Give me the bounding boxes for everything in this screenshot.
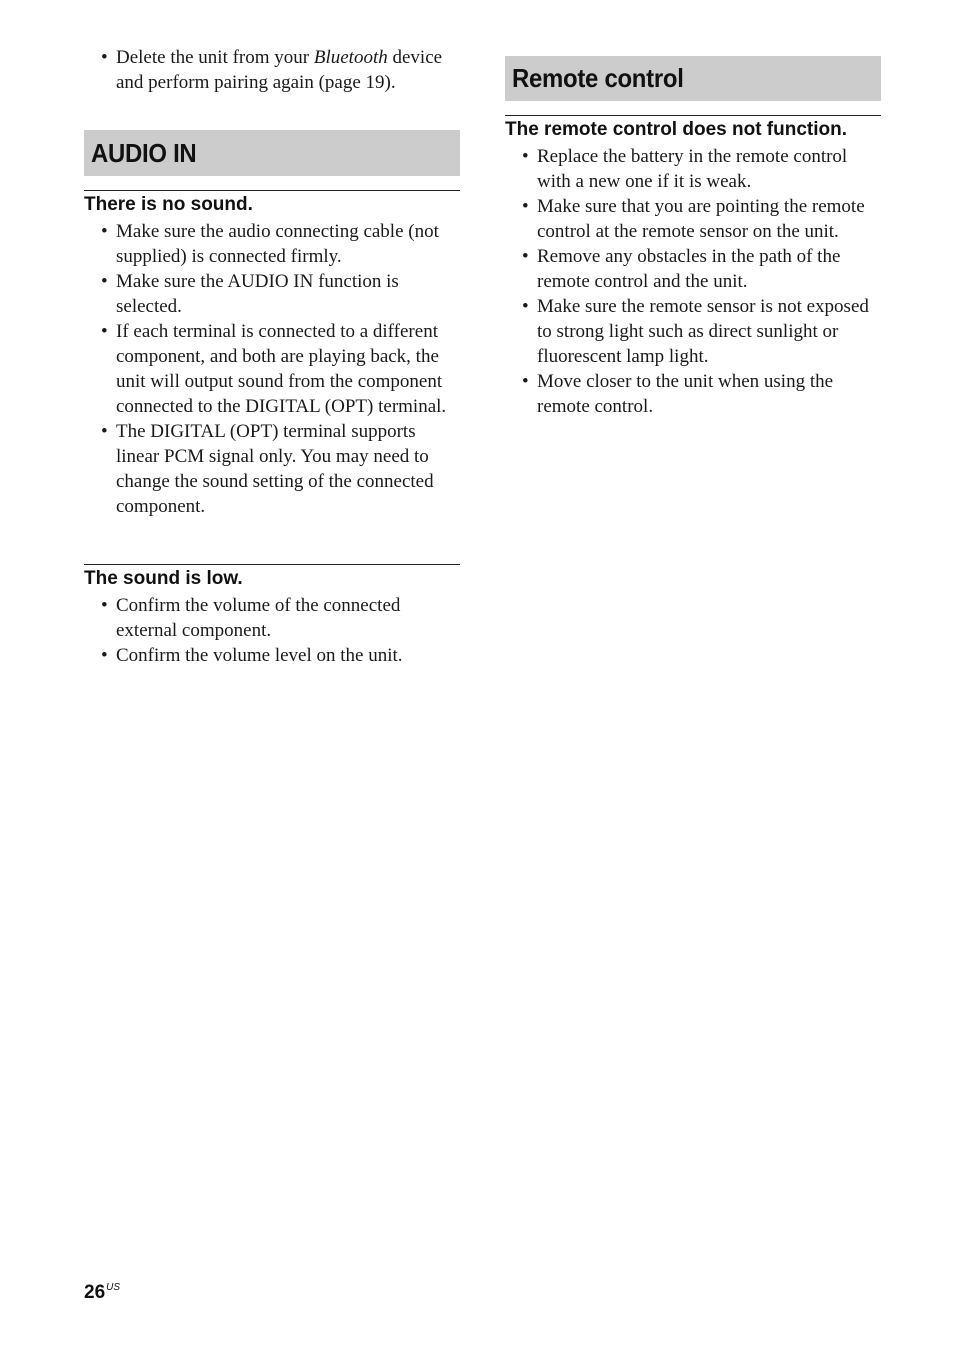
list-item-text: Remove any obstacles in the path of the remote control and the unit.	[537, 246, 841, 292]
bullet-marker: •	[522, 296, 529, 317]
bullet-marker: •	[101, 321, 108, 342]
topic-remote-not-function	[505, 115, 881, 419]
list-item	[84, 219, 460, 269]
topic-heading: The remote control does not function.	[505, 119, 847, 140]
list-item-text: Confirm the volume level on the unit.	[116, 645, 403, 666]
bullet-list	[84, 219, 460, 519]
list-item-text: Make sure the remote sensor is not exposed to strong light such as direct sunlight or fluorescent lamp light.	[537, 296, 869, 367]
bullet-marker: •	[101, 221, 108, 242]
intro-text-before: Delete the unit from your	[116, 47, 314, 68]
bullet-marker: •	[101, 47, 108, 68]
bullet-marker: •	[522, 371, 529, 392]
list-item-text: Confirm the volume of the connected external component.	[116, 595, 401, 641]
list-item-text: The DIGITAL (OPT) terminal supports linear PCM signal only. You may need to change the sound setting of the connected component.	[116, 421, 434, 517]
section-title: AUDIO IN	[91, 137, 197, 168]
page-region-suffix: US	[106, 1282, 121, 1293]
topic-heading: The sound is low.	[84, 568, 243, 589]
bullet-marker: •	[101, 595, 108, 616]
list-item	[84, 45, 460, 95]
bullet-marker: •	[522, 196, 529, 217]
intro-list	[84, 45, 460, 95]
topic-sound-low	[84, 564, 460, 668]
list-item-text: Replace the battery in the remote control with a new one if it is weak.	[537, 146, 848, 192]
list-item-text: Make sure the AUDIO IN function is selected.	[116, 271, 399, 317]
list-item	[84, 419, 460, 519]
list-item-text: Move closer to the unit when using the remote control.	[537, 371, 834, 417]
list-item-text: Make sure that you are pointing the remote control at the remote sensor on the unit.	[537, 196, 865, 242]
list-item	[84, 593, 460, 643]
list-item	[84, 319, 460, 419]
list-item	[505, 144, 881, 194]
intro-text-italic: Bluetooth	[313, 47, 388, 68]
intro-text-after: device and perform pairing again (page 19).	[116, 47, 443, 93]
page-number-value: 26	[84, 1282, 106, 1303]
list-item	[84, 643, 460, 668]
bullet-list	[505, 144, 881, 419]
list-item-text: Make sure the audio connecting cable (not supplied) is connected firmly.	[116, 221, 439, 267]
section-title: Remote control	[512, 63, 684, 93]
bullet-marker: •	[101, 645, 108, 666]
topic-heading: There is no sound.	[84, 194, 253, 215]
section-header-remote-control	[505, 56, 881, 101]
section-header-audio-in	[84, 130, 460, 176]
bullet-marker: •	[522, 146, 529, 167]
page-number	[84, 1282, 120, 1304]
list-item-text: If each terminal is connected to a different component, and both are playing back, the unit will output sound from the component connected to the DIGITAL (OPT) terminal.	[116, 321, 447, 417]
list-item	[505, 369, 881, 419]
list-item	[505, 244, 881, 294]
list-item	[505, 294, 881, 369]
bullet-marker: •	[101, 421, 108, 442]
list-item	[84, 269, 460, 319]
list-item	[505, 194, 881, 244]
bullet-marker: •	[101, 271, 108, 292]
bullet-list	[84, 593, 460, 668]
bullet-marker: •	[522, 246, 529, 267]
topic-no-sound	[84, 190, 460, 519]
